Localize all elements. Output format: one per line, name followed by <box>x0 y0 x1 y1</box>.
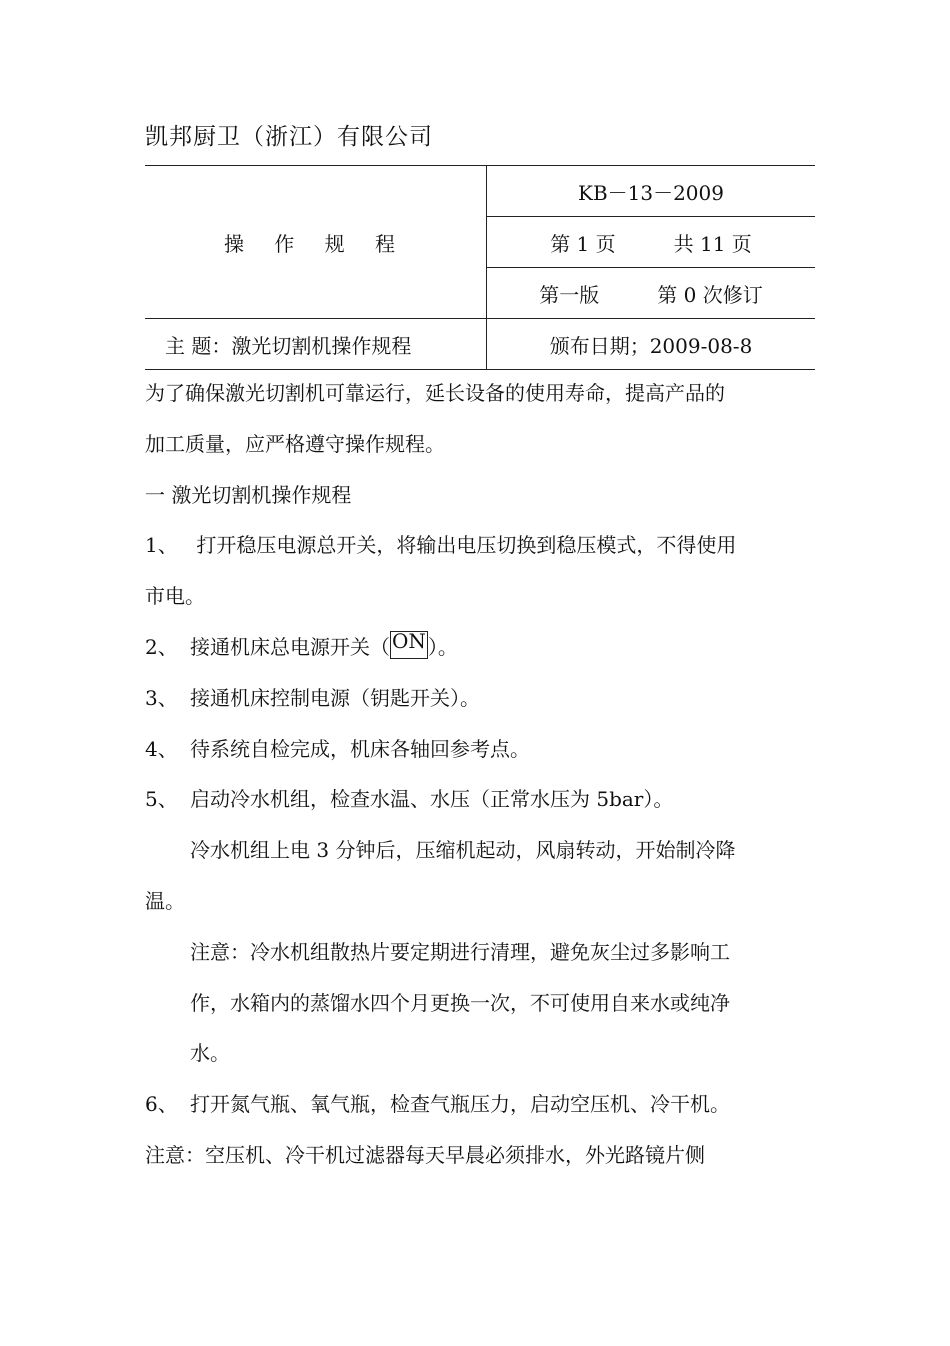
procedure-title-cell <box>145 166 487 319</box>
issue-date: 颁布日期；2009-08-8 <box>487 319 816 370</box>
step-3 <box>145 673 817 724</box>
revision: 第 0 次修订 <box>657 282 763 307</box>
document-header-table <box>145 165 815 370</box>
step-1-continued: 市电。 <box>145 584 205 609</box>
step-5 <box>145 774 817 825</box>
step-6 <box>145 1079 817 1130</box>
procedure-title: 操 作 规 程 <box>223 231 408 256</box>
note-1-line-2: 作，水箱内的蒸馏水四个月更换一次，不可使用自来水或纯净 <box>190 990 730 1015</box>
step-number: 6、 <box>145 1092 178 1117</box>
document-body <box>145 368 817 1181</box>
step-text: 启动冷水机组，检查水温、水压（正常水压为 5bar）。 <box>190 787 674 812</box>
step-5-description: 冷水机组上电 3 分钟后，压缩机起动，风扇转动，开始制冷降 <box>190 838 736 863</box>
step-text: 接通机床控制电源（钥匙开关）。 <box>190 685 480 710</box>
step-number: 5、 <box>145 787 178 812</box>
step-1 <box>145 520 817 571</box>
step-number: 1、 <box>145 533 178 558</box>
page-total: 共 11 页 <box>673 231 752 256</box>
step-text: 待系统自检完成，机床各轴回参考点。 <box>190 736 530 761</box>
subject: 主 题：激光切割机操作规程 <box>145 319 487 370</box>
page-info-cell <box>487 217 816 268</box>
step-text: 接通机床总电源开关（ <box>190 634 390 659</box>
section-heading: 一 激光切割机操作规程 <box>145 482 352 507</box>
on-switch-label: ON <box>390 631 428 659</box>
step-text: 打开稳压电源总开关，将输出电压切换到稳压模式，不得使用 <box>190 533 737 558</box>
doc-number: KB－13－2009 <box>487 166 816 217</box>
step-number: 2、 <box>145 634 178 659</box>
step-2 <box>145 622 817 673</box>
step-text: 打开氮气瓶、氧气瓶，检查气瓶压力，启动空压机、冷干机。 <box>190 1092 730 1117</box>
step-number: 4、 <box>145 736 178 761</box>
step-5-description-continued: 温。 <box>145 888 185 913</box>
edition-cell <box>487 268 816 319</box>
intro-line-1: 为了确保激光切割机可靠运行，延长设备的使用寿命，提高产品的 <box>145 381 725 405</box>
step-text-end: ）。 <box>427 634 458 659</box>
step-number: 3、 <box>145 685 178 710</box>
page-number: 第 1 页 <box>550 231 616 256</box>
note-2: 注意：空压机、冷干机过滤器每天早晨必须排水，外光路镜片侧 <box>145 1142 705 1167</box>
intro-line-2: 加工质量，应严格遵守操作规程。 <box>145 431 445 456</box>
edition: 第一版 <box>539 282 600 307</box>
company-name: 凯邦厨卫（浙江）有限公司 <box>145 124 433 150</box>
note-1-line-3: 水。 <box>190 1041 230 1066</box>
step-4 <box>145 724 817 775</box>
note-1-line-1: 注意：冷水机组散热片要定期进行清理，避免灰尘过多影响工 <box>190 939 730 964</box>
